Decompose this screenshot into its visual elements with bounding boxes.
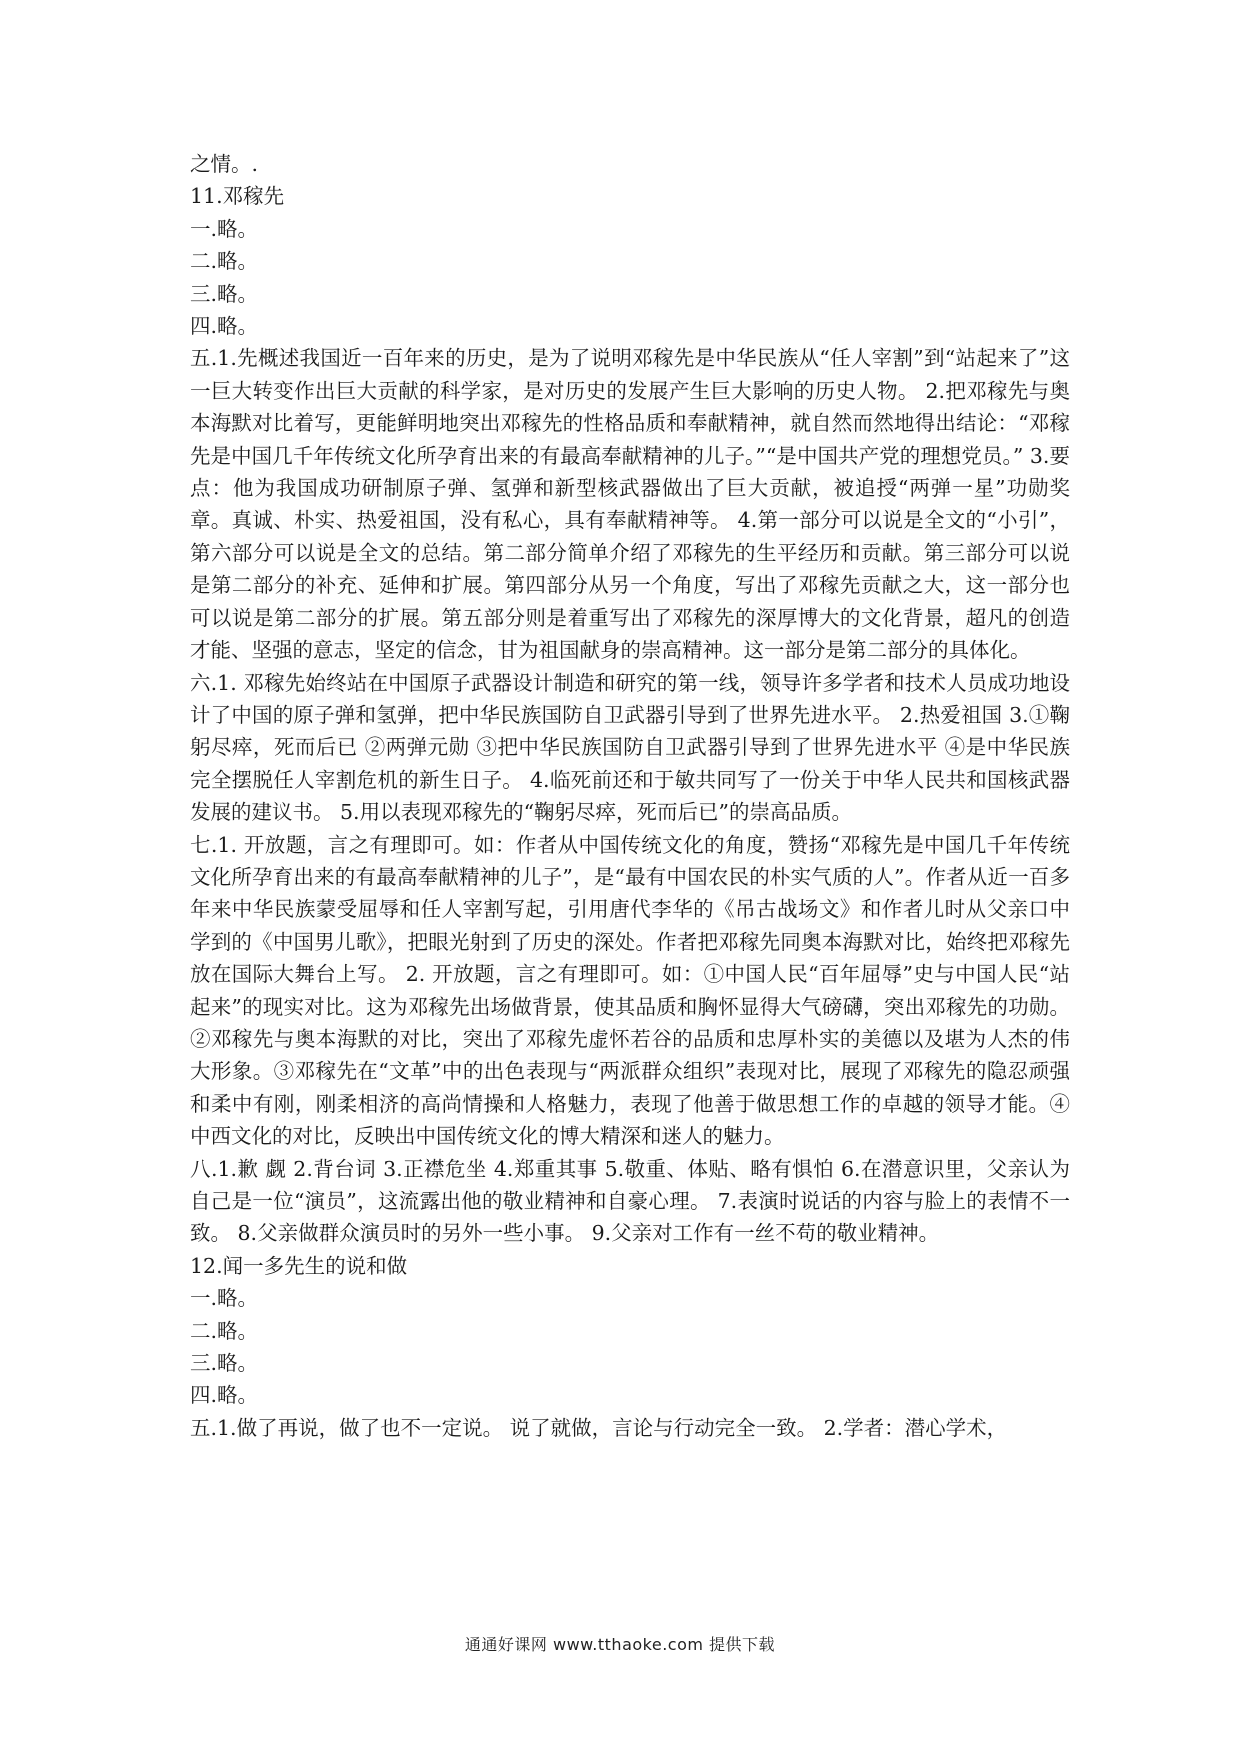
answer-item: 一.略。 — [190, 1286, 259, 1311]
answer-item: 四.略。 — [190, 1383, 259, 1408]
page-footer: 通通好课网 www.tthaoke.com 提供下载 — [464, 1635, 776, 1654]
answer-paragraph: 五.1.先概述我国近一百年来的历史，是为了说明邓稼先是中华民族从“任人宰割”到“站起来了”这一巨大转变作出巨大贡献的科学家，是对历史的发展产生巨大影响的历史人物。 2.把邓稼先与奥本海默对比着写，更能鲜明地突出邓稼先的性格品质和奉献精神，就自然而然地得出结论：“邓稼先是中国几千年传统文化所孕育出来的有最高奉献精神的儿子。”“是中国共产党的理想党员。” 3.要点：他为我国成功研制原子弹、氢弹和新型核武器做出了巨大贡献，被追授“两弹一星”功勋奖章。真诚、朴实、热爱祖国，没有私心，具有奉献精神等。 4.第一部分可以说是全文的“小引”，第六部分可以说是全文的总结。第二部分简单介绍了邓稼先的生平经历和贡献。第三部分可以说是第二部分的补充、延伸和扩展。第四部分从另一个角度，写出了邓稼先贡献之大，这一部分也可以说是第二部分的扩展。第五部分则是着重写出了邓稼先的深厚博大的文化背景，超凡的创造才能、坚强的意志，坚定的信念，甘为祖国献身的崇高精神。这一部分是第二部分的具体化。 — [190, 346, 1070, 663]
answer-paragraph: 七.1. 开放题，言之有理即可。如：作者从中国传统文化的角度，赞扬“邓稼先是中国几千年传统文化所孕育出来的有最高奉献精神的儿子”，是“最有中国农民的朴实气质的人”。作者从近一百多年来中华民族蒙受屈辱和任人宰割写起，引用唐代李华的《吊古战场文》和作者儿时从父亲口中学到的《中国男儿歌》，把眼光射到了历史的深处。作者把邓稼先同奥本海默对比，始终把邓稼先放在国际大舞台上写。 2. 开放题，言之有理即可。如：①中国人民“百年屈辱”史与中国人民“站起来”的现实对比。这为邓稼先出场做背景，使其品质和胸怀显得大气磅礴，突出邓稼先的功勋。②邓稼先与奥本海默的对比，突出了邓稼先虚怀若谷的品质和忠厚朴实的美德以及堪为人杰的伟大形象。③邓稼先在“文革”中的出色表现与“两派群众组织”表现对比，展现了邓稼先的隐忍顽强和柔中有刚，刚柔相济的高尚情操和人格魅力，表现了他善于做思想工作的卓越的领导才能。④中西文化的对比，反映出中国传统文化的博大精深和迷人的魅力。 — [190, 832, 1070, 1149]
answer-text-block — [190, 148, 1070, 1444]
answer-paragraph: 五.1.做了再说，做了也不一定说。 说了就做，言论与行动完全一致。 2.学者：潜心学术， — [190, 1415, 1008, 1440]
answer-paragraph: 六.1. 邓稼先始终站在中国原子武器设计制造和研究的第一线，领导许多学者和技术人员成功地设计了中国的原子弹和氢弹，把中华民族国防自卫武器引导到了世界先进水平。 2.热爱祖国 3.①鞠躬尽瘁，死而后已 ②两弹元勋 ③把中华民族国防自卫武器引导到了世界先进水平 ④是中华民族完全摆脱任人宰割危机的新生日子。 4.临死前还和于敏共同写了一份关于中华人民共和国核武器发展的建议书。 5.用以表现邓稼先的“鞠躬尽瘁，死而后已”的崇高品质。 — [190, 670, 1070, 825]
answer-item: 一.略。 — [190, 216, 259, 241]
answer-item: 三.略。 — [190, 281, 259, 306]
section-title: 12.闻一多先生的说和做 — [190, 1253, 408, 1278]
answer-item: 二.略。 — [190, 249, 259, 274]
answer-paragraph: 八.1.歉 觑 2.背台词 3.正襟危坐 4.郑重其事 5.敬重、体贴、略有惧怕 6.在潜意识里，父亲认为自己是一位“演员”，这流露出他的敬业精神和自豪心理。 7.表演时说话的内容与脸上的表情不一致。 8.父亲做群众演员时的另外一些小事。 9.父亲对工作有一丝不苟的敬业精神。 — [190, 1156, 1070, 1246]
text-line: 之情。. — [190, 152, 259, 176]
answer-item: 四.略。 — [190, 314, 259, 339]
answer-item: 二.略。 — [190, 1318, 259, 1343]
section-title: 11.邓稼先 — [190, 184, 285, 209]
answer-item: 三.略。 — [190, 1351, 259, 1376]
